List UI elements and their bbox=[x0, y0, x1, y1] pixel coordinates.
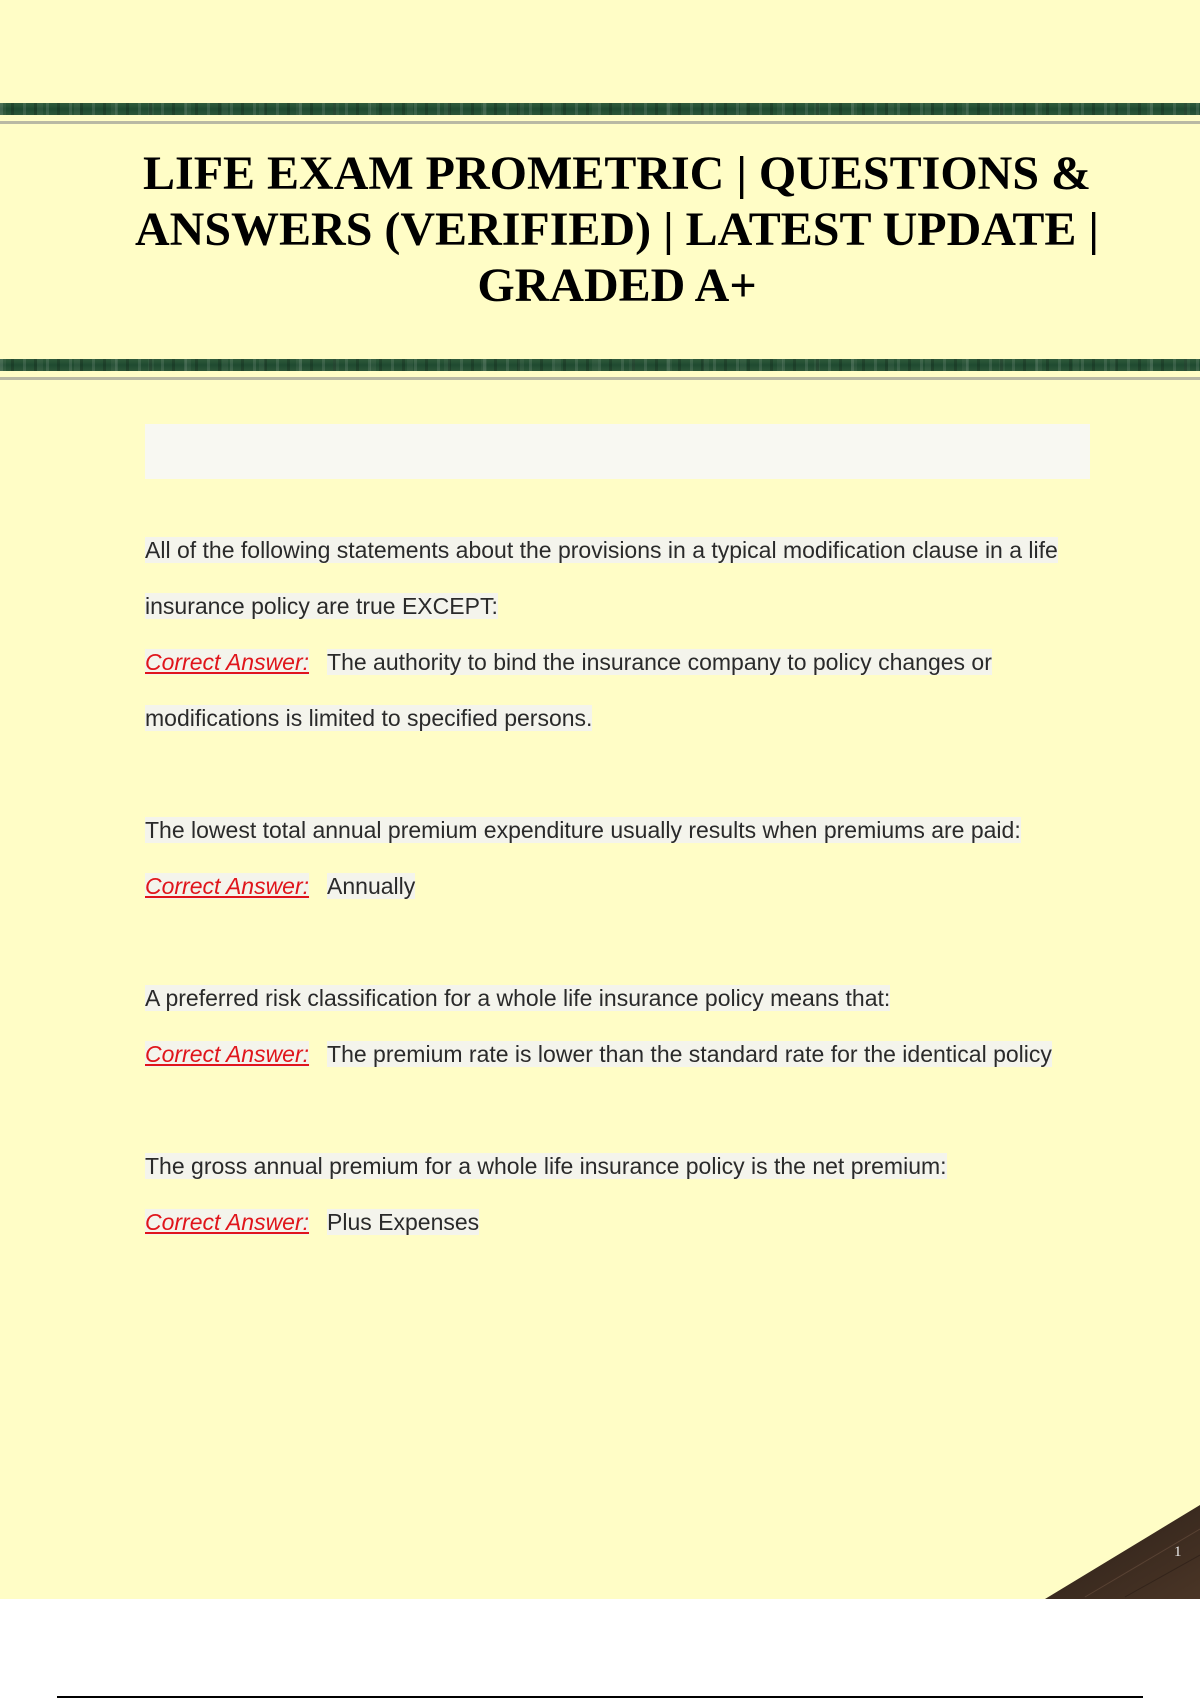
document-title: LIFE EXAM PROMETRIC | QUESTIONS & ANSWERS (VERIFIED) | LATEST UPDATE | GRADED A+ bbox=[135, 147, 1099, 312]
qa-list bbox=[145, 522, 1090, 1306]
answer-line bbox=[145, 858, 1090, 914]
answer-line bbox=[145, 1194, 1090, 1250]
question-text: The lowest total annual premium expenditure usually results when premiums are paid: bbox=[145, 817, 1021, 843]
answer-text: Plus Expenses bbox=[327, 1209, 480, 1235]
qa-item bbox=[145, 1138, 1090, 1250]
question-text: All of the following statements about the provisions in a typical modification clause in a life insurance policy are true EXCEPT: bbox=[145, 537, 1058, 619]
correct-answer-label: Correct Answer: bbox=[145, 873, 310, 899]
answer-text: The premium rate is lower than the standard rate for the identical policy bbox=[327, 1041, 1052, 1067]
qa-item bbox=[145, 522, 1090, 746]
answer-text: Annually bbox=[327, 873, 416, 899]
question-text: A preferred risk classification for a whole life insurance policy means that: bbox=[145, 985, 891, 1011]
header-bottom-band bbox=[0, 359, 1200, 371]
question-text: The gross annual premium for a whole life insurance policy is the net premium: bbox=[145, 1153, 947, 1179]
correct-answer-label: Correct Answer: bbox=[145, 1041, 310, 1067]
answer-line bbox=[145, 1026, 1090, 1082]
page-number: 1 bbox=[1174, 1544, 1182, 1560]
header-top-band bbox=[0, 103, 1200, 115]
qa-item bbox=[145, 970, 1090, 1082]
header-bottom-rule bbox=[0, 377, 1200, 380]
qa-item bbox=[145, 802, 1090, 914]
correct-answer-label: Correct Answer: bbox=[145, 649, 310, 675]
correct-answer-label: Correct Answer: bbox=[145, 1209, 310, 1235]
answer-text: The authority to bind the insurance company to policy changes or modifications is limited to specified persons. bbox=[145, 649, 992, 731]
header-top-rule bbox=[0, 121, 1200, 124]
next-page-top-rule bbox=[57, 1696, 1143, 1698]
blank-banner-box bbox=[145, 424, 1090, 479]
answer-line bbox=[145, 634, 1090, 746]
